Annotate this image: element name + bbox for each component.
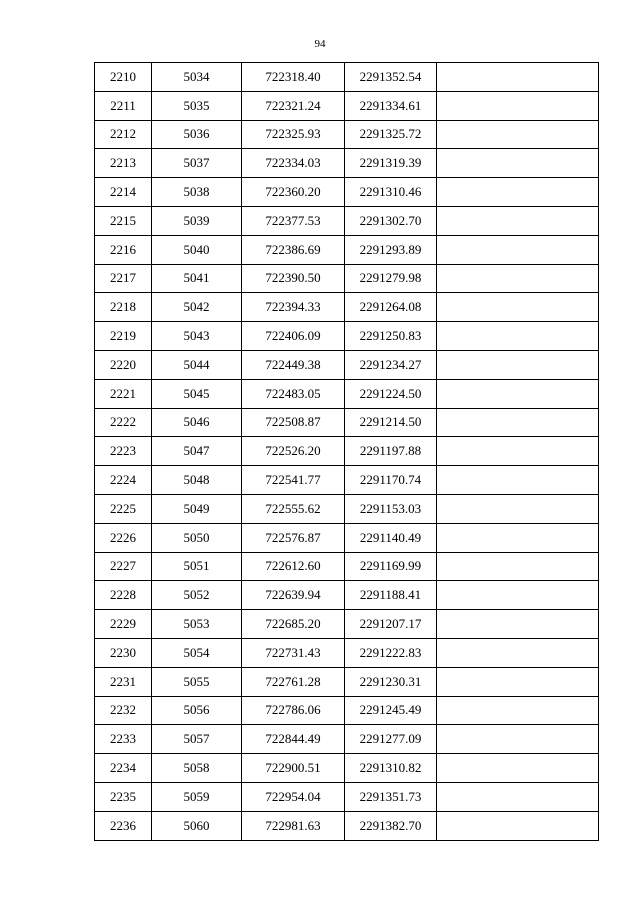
y-coordinate-cell: 2291234.27 [345, 350, 437, 379]
point-id-cell: 5054 [152, 638, 242, 667]
note-cell [437, 293, 599, 322]
table-row [95, 466, 599, 495]
row-index-cell: 2219 [95, 322, 152, 351]
x-coordinate-cell: 722406.09 [242, 322, 345, 351]
x-coordinate-cell: 722761.28 [242, 667, 345, 696]
y-coordinate-cell: 2291188.41 [345, 581, 437, 610]
x-coordinate-cell: 722449.38 [242, 350, 345, 379]
x-coordinate-cell: 722318.40 [242, 63, 345, 92]
note-cell [437, 408, 599, 437]
point-id-cell: 5039 [152, 206, 242, 235]
note-cell [437, 120, 599, 149]
table-row [95, 235, 599, 264]
row-index-cell: 2229 [95, 610, 152, 639]
point-id-cell: 5051 [152, 552, 242, 581]
table-row [95, 293, 599, 322]
table-body [95, 63, 599, 841]
row-index-cell: 2233 [95, 725, 152, 754]
y-coordinate-cell: 2291310.46 [345, 178, 437, 207]
y-coordinate-cell: 2291250.83 [345, 322, 437, 351]
note-cell [437, 466, 599, 495]
note-cell [437, 782, 599, 811]
table-row [95, 811, 599, 840]
note-cell [437, 610, 599, 639]
table-row [95, 638, 599, 667]
row-index-cell: 2215 [95, 206, 152, 235]
note-cell [437, 437, 599, 466]
y-coordinate-cell: 2291169.99 [345, 552, 437, 581]
y-coordinate-cell: 2291351.73 [345, 782, 437, 811]
point-id-cell: 5041 [152, 264, 242, 293]
note-cell [437, 523, 599, 552]
row-index-cell: 2221 [95, 379, 152, 408]
table-row [95, 581, 599, 610]
x-coordinate-cell: 722954.04 [242, 782, 345, 811]
table-row [95, 63, 599, 92]
x-coordinate-cell: 722612.60 [242, 552, 345, 581]
point-id-cell: 5042 [152, 293, 242, 322]
row-index-cell: 2224 [95, 466, 152, 495]
table-row [95, 754, 599, 783]
table-row [95, 523, 599, 552]
row-index-cell: 2217 [95, 264, 152, 293]
y-coordinate-cell: 2291325.72 [345, 120, 437, 149]
y-coordinate-cell: 2291319.39 [345, 149, 437, 178]
note-cell [437, 725, 599, 754]
point-id-cell: 5056 [152, 696, 242, 725]
point-id-cell: 5038 [152, 178, 242, 207]
table-row [95, 206, 599, 235]
note-cell [437, 754, 599, 783]
row-index-cell: 2230 [95, 638, 152, 667]
y-coordinate-cell: 2291245.49 [345, 696, 437, 725]
page-number: 94 [314, 38, 326, 50]
y-coordinate-cell: 2291170.74 [345, 466, 437, 495]
x-coordinate-cell: 722483.05 [242, 379, 345, 408]
x-coordinate-cell: 722731.43 [242, 638, 345, 667]
x-coordinate-cell: 722377.53 [242, 206, 345, 235]
note-cell [437, 667, 599, 696]
table-row [95, 782, 599, 811]
table-row [95, 408, 599, 437]
note-cell [437, 350, 599, 379]
note-cell [437, 322, 599, 351]
row-index-cell: 2220 [95, 350, 152, 379]
y-coordinate-cell: 2291197.88 [345, 437, 437, 466]
note-cell [437, 696, 599, 725]
x-coordinate-cell: 722386.69 [242, 235, 345, 264]
point-id-cell: 5048 [152, 466, 242, 495]
y-coordinate-cell: 2291153.03 [345, 494, 437, 523]
row-index-cell: 2223 [95, 437, 152, 466]
x-coordinate-cell: 722685.20 [242, 610, 345, 639]
y-coordinate-cell: 2291214.50 [345, 408, 437, 437]
table-row [95, 667, 599, 696]
y-coordinate-cell: 2291293.89 [345, 235, 437, 264]
note-cell [437, 63, 599, 92]
table-row [95, 322, 599, 351]
table-row [95, 494, 599, 523]
note-cell [437, 264, 599, 293]
x-coordinate-cell: 722394.33 [242, 293, 345, 322]
note-cell [437, 91, 599, 120]
x-coordinate-cell: 722981.63 [242, 811, 345, 840]
y-coordinate-cell: 2291352.54 [345, 63, 437, 92]
y-coordinate-cell: 2291140.49 [345, 523, 437, 552]
x-coordinate-cell: 722639.94 [242, 581, 345, 610]
y-coordinate-cell: 2291222.83 [345, 638, 437, 667]
note-cell [437, 235, 599, 264]
y-coordinate-cell: 2291279.98 [345, 264, 437, 293]
point-id-cell: 5036 [152, 120, 242, 149]
point-id-cell: 5055 [152, 667, 242, 696]
table-row [95, 350, 599, 379]
row-index-cell: 2218 [95, 293, 152, 322]
point-id-cell: 5037 [152, 149, 242, 178]
x-coordinate-cell: 722844.49 [242, 725, 345, 754]
row-index-cell: 2234 [95, 754, 152, 783]
point-id-cell: 5035 [152, 91, 242, 120]
row-index-cell: 2231 [95, 667, 152, 696]
point-id-cell: 5052 [152, 581, 242, 610]
y-coordinate-cell: 2291230.31 [345, 667, 437, 696]
x-coordinate-cell: 722334.03 [242, 149, 345, 178]
x-coordinate-cell: 722526.20 [242, 437, 345, 466]
x-coordinate-cell: 722541.77 [242, 466, 345, 495]
point-id-cell: 5034 [152, 63, 242, 92]
point-id-cell: 5040 [152, 235, 242, 264]
table-row [95, 120, 599, 149]
y-coordinate-cell: 2291310.82 [345, 754, 437, 783]
note-cell [437, 638, 599, 667]
table-row [95, 696, 599, 725]
table-row [95, 149, 599, 178]
x-coordinate-cell: 722508.87 [242, 408, 345, 437]
note-cell [437, 552, 599, 581]
coordinate-table [94, 62, 599, 841]
row-index-cell: 2214 [95, 178, 152, 207]
point-id-cell: 5058 [152, 754, 242, 783]
row-index-cell: 2235 [95, 782, 152, 811]
row-index-cell: 2210 [95, 63, 152, 92]
x-coordinate-cell: 722360.20 [242, 178, 345, 207]
point-id-cell: 5044 [152, 350, 242, 379]
note-cell [437, 149, 599, 178]
row-index-cell: 2226 [95, 523, 152, 552]
table-row [95, 379, 599, 408]
row-index-cell: 2222 [95, 408, 152, 437]
point-id-cell: 5043 [152, 322, 242, 351]
row-index-cell: 2213 [95, 149, 152, 178]
table-row [95, 610, 599, 639]
point-id-cell: 5045 [152, 379, 242, 408]
point-id-cell: 5059 [152, 782, 242, 811]
note-cell [437, 178, 599, 207]
row-index-cell: 2236 [95, 811, 152, 840]
table-row [95, 552, 599, 581]
row-index-cell: 2228 [95, 581, 152, 610]
x-coordinate-cell: 722321.24 [242, 91, 345, 120]
point-id-cell: 5060 [152, 811, 242, 840]
table-row [95, 91, 599, 120]
table-row [95, 437, 599, 466]
row-index-cell: 2227 [95, 552, 152, 581]
x-coordinate-cell: 722900.51 [242, 754, 345, 783]
x-coordinate-cell: 722555.62 [242, 494, 345, 523]
note-cell [437, 206, 599, 235]
point-id-cell: 5053 [152, 610, 242, 639]
y-coordinate-cell: 2291302.70 [345, 206, 437, 235]
row-index-cell: 2232 [95, 696, 152, 725]
note-cell [437, 379, 599, 408]
table-row [95, 725, 599, 754]
x-coordinate-cell: 722325.93 [242, 120, 345, 149]
point-id-cell: 5050 [152, 523, 242, 552]
table-row [95, 264, 599, 293]
point-id-cell: 5057 [152, 725, 242, 754]
point-id-cell: 5046 [152, 408, 242, 437]
point-id-cell: 5049 [152, 494, 242, 523]
note-cell [437, 581, 599, 610]
y-coordinate-cell: 2291334.61 [345, 91, 437, 120]
row-index-cell: 2225 [95, 494, 152, 523]
y-coordinate-cell: 2291207.17 [345, 610, 437, 639]
x-coordinate-cell: 722576.87 [242, 523, 345, 552]
note-cell [437, 811, 599, 840]
y-coordinate-cell: 2291277.09 [345, 725, 437, 754]
table-row [95, 178, 599, 207]
row-index-cell: 2212 [95, 120, 152, 149]
x-coordinate-cell: 722786.06 [242, 696, 345, 725]
row-index-cell: 2216 [95, 235, 152, 264]
y-coordinate-cell: 2291382.70 [345, 811, 437, 840]
point-id-cell: 5047 [152, 437, 242, 466]
y-coordinate-cell: 2291264.08 [345, 293, 437, 322]
note-cell [437, 494, 599, 523]
x-coordinate-cell: 722390.50 [242, 264, 345, 293]
row-index-cell: 2211 [95, 91, 152, 120]
y-coordinate-cell: 2291224.50 [345, 379, 437, 408]
